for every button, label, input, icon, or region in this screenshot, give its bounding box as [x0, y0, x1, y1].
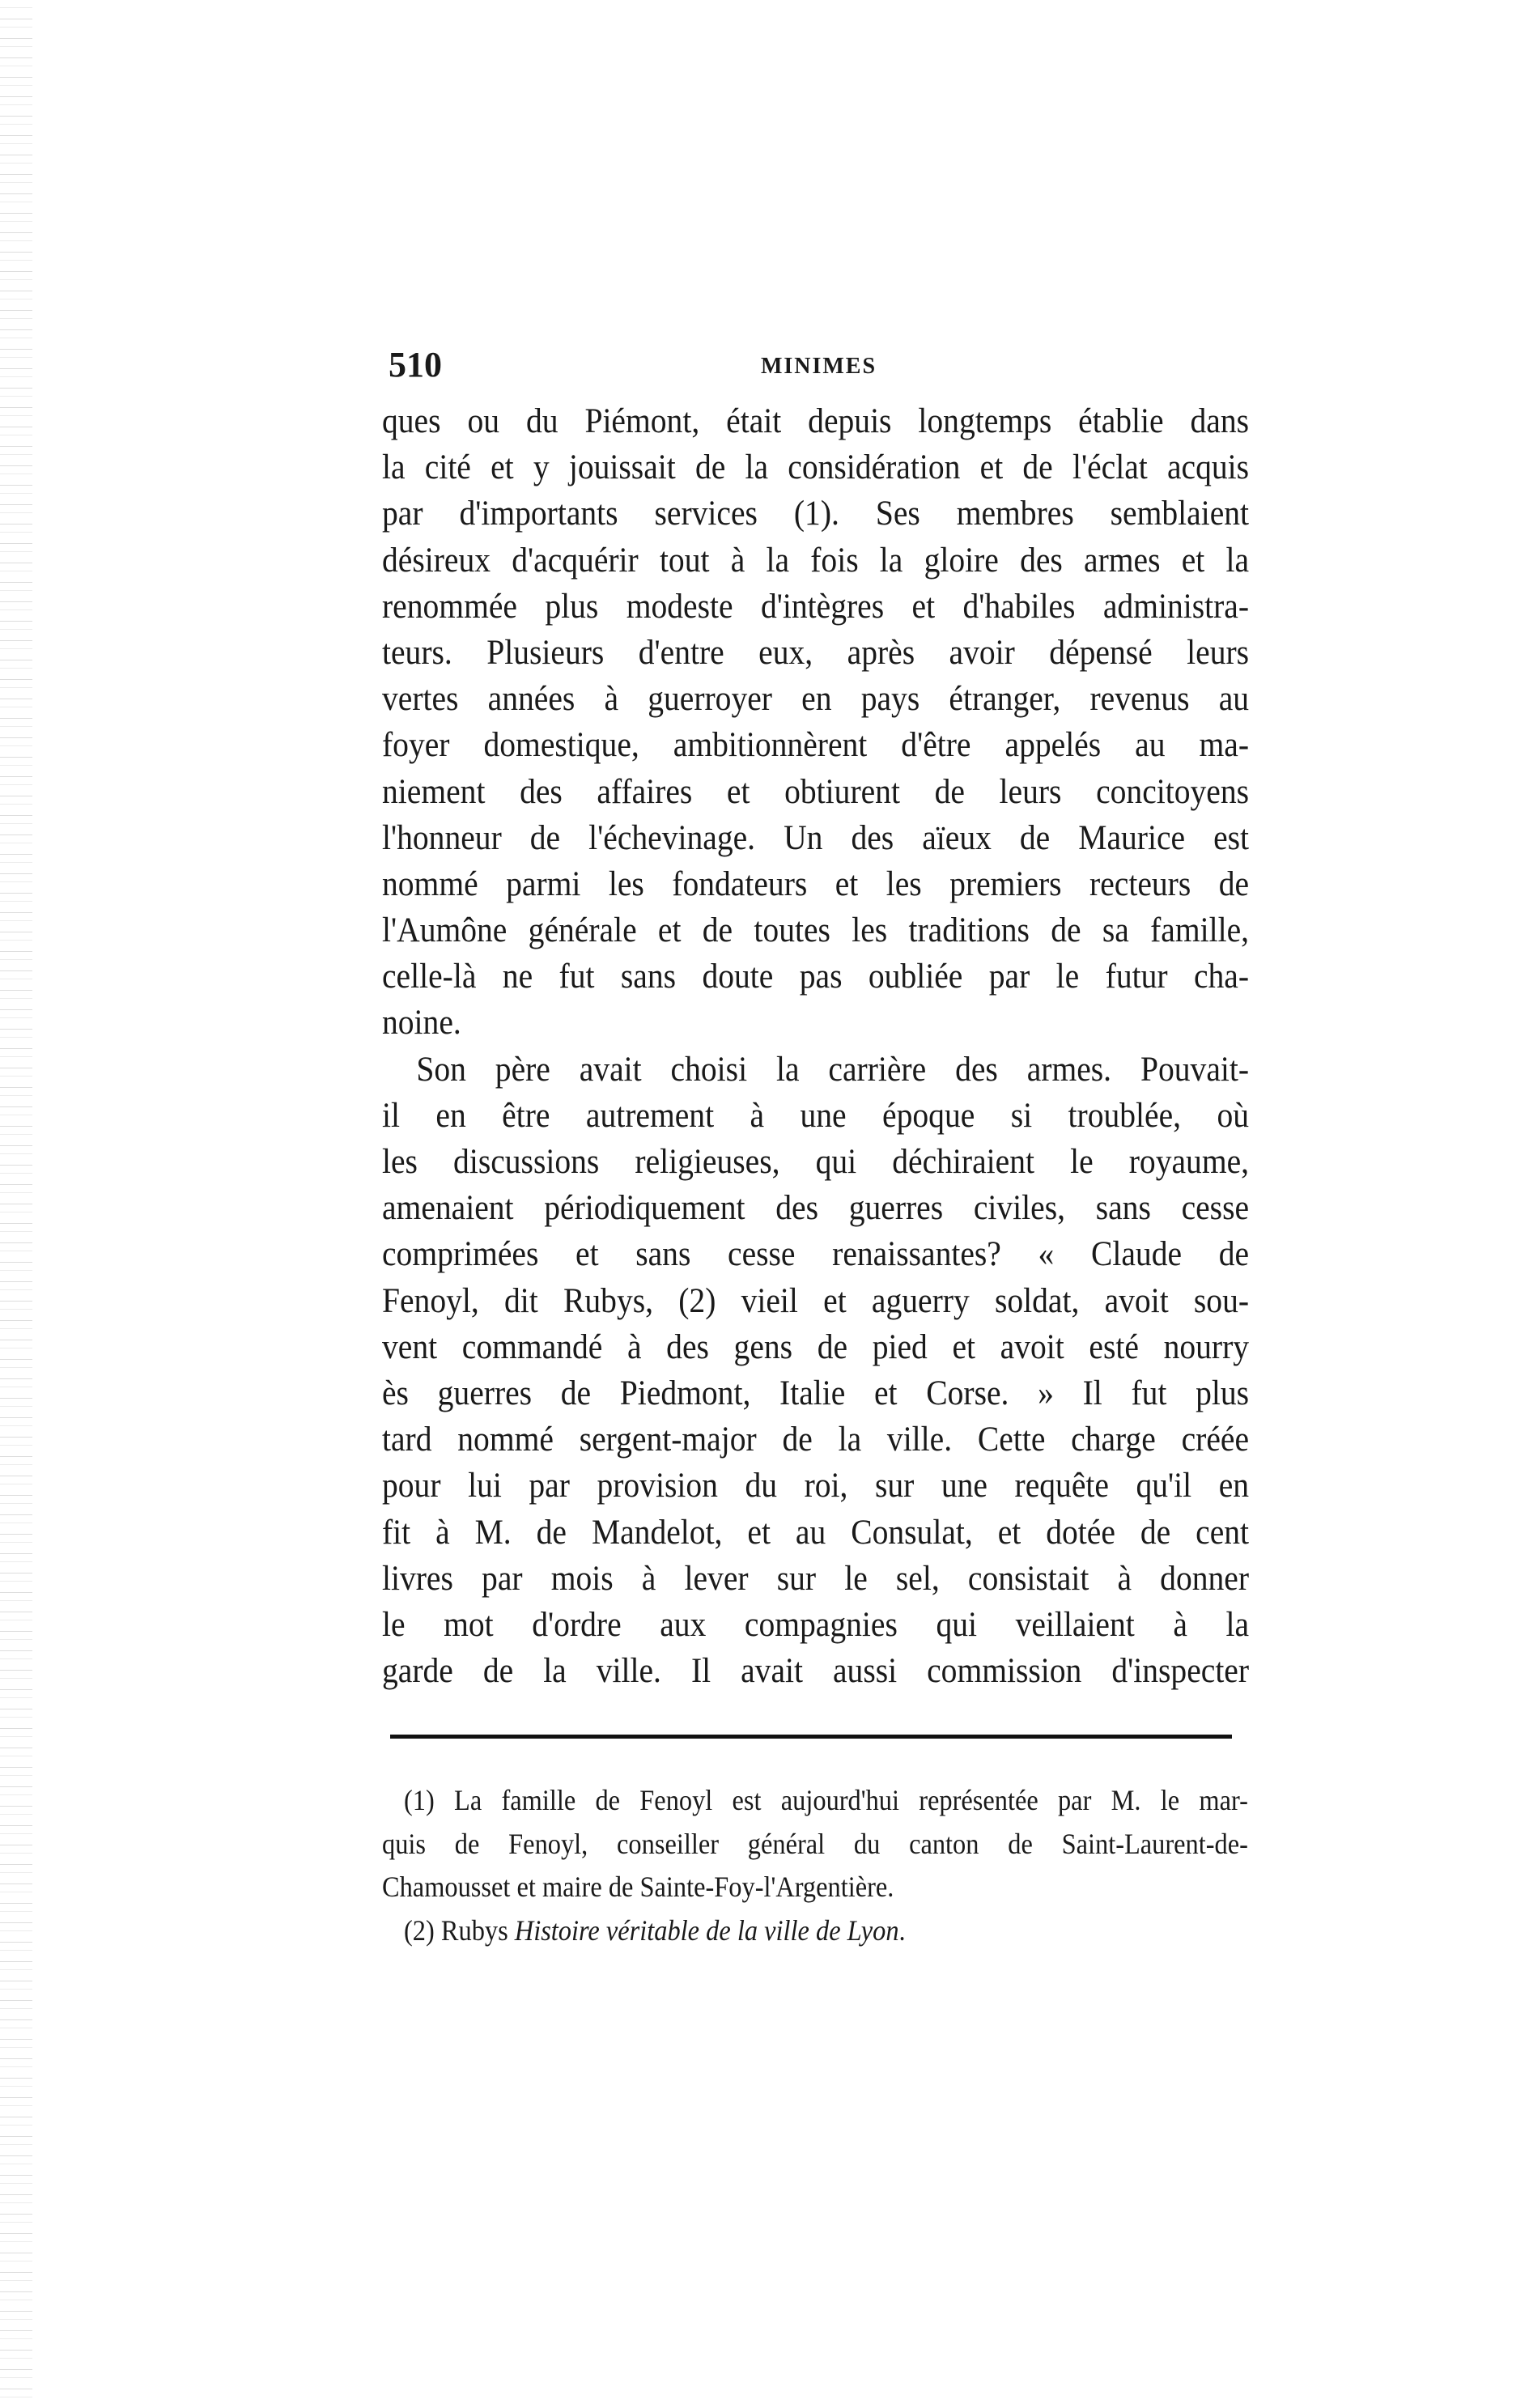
text-line: les discussions religieuses, qui déchiraient le royaume, [382, 1143, 1250, 1181]
footnote-2-prefix: (2) Rubys [404, 1913, 515, 1947]
text-line: vertes années à guerroyer en pays étranger, revenus au [382, 680, 1250, 719]
text-line: par d'importants services (1). Ses membres semblaient [382, 495, 1250, 533]
text-line: amenaient périodiquement des guerres civiles, sans cesse [382, 1189, 1250, 1228]
footnote-rule [390, 1735, 1232, 1739]
text-line: renommée plus modeste d'intègres et d'habiles administra- [382, 587, 1250, 626]
text-line: livres par mois à lever sur le sel, consistait à donner [382, 1559, 1250, 1598]
footnote-line: quis de Fenoyl, conseiller général du canton de Saint-Laurent-de- [382, 1827, 1248, 1860]
text-line: l'honneur de l'échevinage. Un des aïeux de Maurice est [382, 818, 1250, 857]
footnote-line: Chamousset et maire de Sainte-Foy-l'Argentière. [382, 1871, 894, 1903]
text-line: ès guerres de Piedmont, Italie et Corse. » Il fut plus [382, 1374, 1250, 1412]
text-line: foyer domestique, ambitionnèrent d'être appelés au ma- [382, 726, 1250, 765]
text-line: comprimées et sans cesse renaissantes? « Claude de [382, 1235, 1250, 1274]
text-line: Son père avait choisi la carrière des armes. Pouvait- [416, 1050, 1250, 1089]
text-line: nommé parmi les fondateurs et les premiers recteurs de [382, 864, 1250, 903]
body-text [382, 398, 1249, 1694]
footnote-2 [382, 1909, 1248, 1953]
footnotes [382, 1779, 1249, 1952]
running-head: MINIMES [760, 354, 877, 379]
text-line: fit à M. de Mandelot, et au Consulat, et dotée de cent [382, 1513, 1250, 1552]
page-number: 510 [389, 345, 442, 384]
text-line: il en être autrement à une époque si troublée, où [382, 1096, 1250, 1135]
text-line: celle-là ne fut sans doute pas oubliée par le futur cha- [382, 958, 1250, 996]
text-line: tard nommé sergent-major de la ville. Cette charge créée [382, 1421, 1250, 1459]
text-line: l'Aumône générale et de toutes les traditions de sa famille, [382, 911, 1250, 950]
text-line: Fenoyl, dit Rubys, (2) vieil et aguerry soldat, avoit sou- [382, 1281, 1250, 1320]
text-line: niement des affaires et obtiurent de leurs concitoyens [382, 772, 1250, 811]
text-line: la cité et y jouissait de la considération et de l'éclat acquis [382, 448, 1250, 487]
text-line: garde de la ville. Il avait aussi commission d'inspecter [382, 1652, 1250, 1691]
text-line: ques ou du Piémont, était depuis longtemps établie dans [382, 402, 1250, 440]
footnote-2-suffix: . [898, 1913, 906, 1947]
text-line: pour lui par provision du roi, sur une requête qu'il en [382, 1467, 1250, 1506]
scan-edge-artifact [0, 0, 32, 2408]
footnote-line: (1) La famille de Fenoyl est aujourd'hui représentée par M. le mar- [404, 1784, 1248, 1816]
text-line: désireux d'acquérir tout à la fois la gloire des armes et la [382, 541, 1250, 580]
text-line: noine. [382, 1004, 461, 1043]
text-line: vent commandé à des gens de pied et avoit esté nourry [382, 1327, 1250, 1366]
footnote-2-title: Histoire véritable de la ville de Lyon [514, 1913, 899, 1947]
page-header [389, 344, 1249, 393]
text-line: teurs. Plusieurs d'entre eux, après avoir dépensé leurs [382, 633, 1250, 672]
text-line: le mot d'ordre aux compagnies qui veillaient à la [382, 1605, 1250, 1644]
